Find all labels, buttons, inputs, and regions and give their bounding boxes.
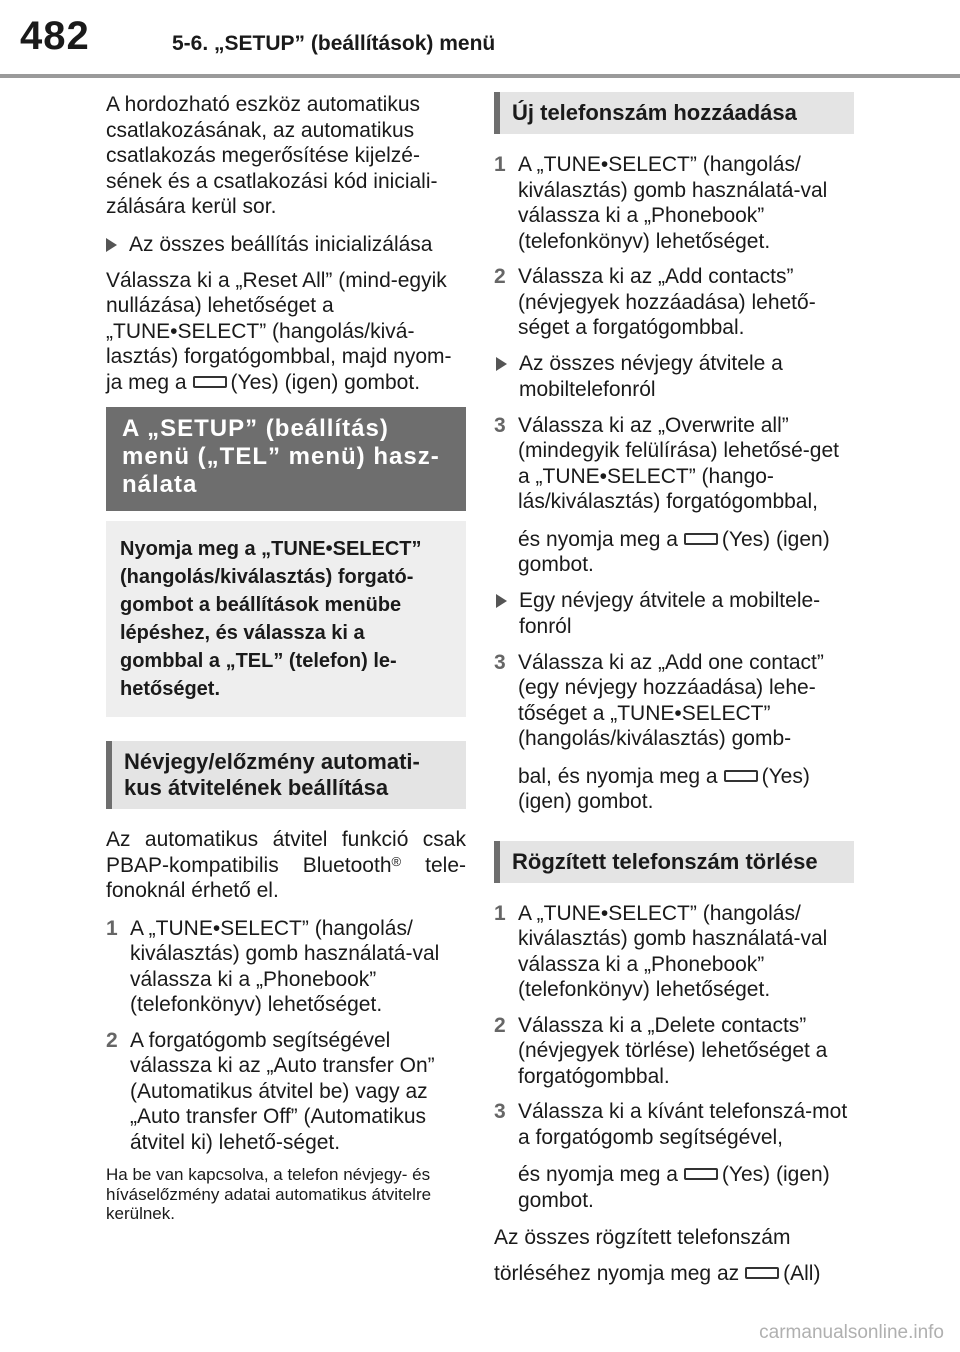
button-icon <box>724 770 758 782</box>
step-text: Válassza ki a kívánt telefonszá-mot a forgatógomb segítségével, <box>518 1100 848 1149</box>
note-text: Ha be van kapcsolva, a telefon névjegy- és híváselőzmény adatai automatikus átvitelre kerülnek. <box>106 1165 432 1223</box>
step-body <box>518 1099 854 1213</box>
header-divider <box>0 74 960 78</box>
step-2 <box>494 264 854 341</box>
auto-transfer-paragraph <box>106 827 466 904</box>
page-number: 482 <box>20 14 90 58</box>
step-1 <box>494 152 854 254</box>
subheading-auto-transfer: Névjegy/előzmény automati-kus átvitelének beállítása <box>106 741 466 809</box>
bullet-label: Az összes beállítás inicializálása <box>129 232 433 256</box>
step-2 <box>494 1013 854 1090</box>
button-icon <box>684 1168 718 1180</box>
step-extra <box>518 527 854 578</box>
step-text: Válassza ki az „Add one contact” (egy névjegy hozzáadása) lehe-tőséget a „TUNE•SELECT” (hangolás/kiválasztás) gomb- <box>518 650 824 750</box>
bullet-reset-all <box>106 232 466 258</box>
step-number: 1 <box>494 901 506 925</box>
step-number: 2 <box>494 1013 506 1037</box>
step-extra <box>518 1162 854 1213</box>
bullet-label: Egy névjegy átvitele a mobiltele-fonról <box>519 588 821 638</box>
right-column <box>494 92 854 1298</box>
step-body <box>518 650 854 815</box>
registered-mark: ® <box>391 853 402 869</box>
extra-text: és nyomja meg a <box>518 1163 678 1186</box>
final-text: törléséhez nyomja meg az <box>494 1261 740 1285</box>
subheading-add-number: Új telefonszám hozzáadása <box>494 92 854 134</box>
step-number: 2 <box>106 1028 118 1052</box>
step-number: 1 <box>106 916 118 940</box>
step-number: 1 <box>494 153 506 176</box>
step-extra <box>518 764 854 815</box>
step-number: 2 <box>494 265 506 288</box>
step-1 <box>106 916 466 1018</box>
reset-text: Válassza ki a „Reset All” (mind-egyik nullázása) lehetőséget a „TUNE•SELECT” (hangolás/kivá-lasztás) forgatógombbal, majd nyom-ja meg a <box>106 268 452 394</box>
extra-text-end: (Yes) (igen) gombot. <box>518 1163 830 1212</box>
step-text: Válassza ki a „Delete contacts” (névjegyek törlése) lehetőséget a forgatógombbal. <box>518 1013 828 1088</box>
step-text: Válassza ki az „Add contacts” (névjegyek hozzáadása) lehető-séget a forgatógombbal. <box>518 265 816 339</box>
triangle-bullet-icon <box>496 357 507 371</box>
step-3-overwrite <box>494 413 854 578</box>
step-1 <box>494 901 854 1003</box>
step-3 <box>494 1099 854 1213</box>
bullet-transfer-all <box>494 351 854 403</box>
step-text: A „TUNE•SELECT” (hangolás/ kiválasztás) gomb használatá-val válassza ki a „Phonebook” (telefonkönyv) lehetőséget. <box>518 901 828 1001</box>
button-icon <box>745 1267 779 1279</box>
final-text-end: (All) <box>783 1261 821 1285</box>
extra-text-end: (Yes) (igen) gombot. <box>518 764 810 813</box>
step-3-add-one <box>494 650 854 815</box>
extra-text: és nyomja meg a <box>518 527 678 551</box>
subheading-delete-number: Rögzített telefonszám törlése <box>494 841 854 883</box>
intro-paragraph: A hordozható eszköz automatikus csatlakozásának, az automatikus csatlakozás megerősítése kijelzé-sének és a csatlakozási kód iniciali-zálására kerül sor. <box>106 93 438 218</box>
step-2 <box>106 1028 466 1156</box>
step-text: A „TUNE•SELECT” (hangolás/ kiválasztás) gomb használatá-val válassza ki a „Phonebook” (telefonkönyv) lehetőséget. <box>518 153 828 253</box>
bullet-label: Az összes névjegy átvitele a mobiltelefonról <box>519 351 783 401</box>
extra-text-end: (Yes) (igen) gombot. <box>518 527 830 576</box>
final-line-2 <box>494 1261 854 1287</box>
watermark: carmanualsonline.info <box>759 1322 944 1343</box>
step-number: 3 <box>494 413 506 437</box>
step-body <box>518 413 854 578</box>
triangle-bullet-icon <box>106 238 117 252</box>
step-number: 3 <box>494 650 506 674</box>
step-number: 3 <box>494 1100 506 1123</box>
step-text: Válassza ki az „Overwrite all” (mindegyik felülírása) lehetősé-get a „TUNE•SELECT” (hango-lás/kiválasztás) forgatógombbal, <box>518 413 839 513</box>
section-title: 5-6. „SETUP” (beállítások) menü <box>172 32 496 55</box>
reset-paragraph <box>106 268 466 396</box>
left-column <box>106 92 466 1236</box>
bullet-transfer-one <box>494 588 854 640</box>
triangle-bullet-icon <box>496 594 507 608</box>
button-icon <box>684 533 718 545</box>
reset-text-end: (Yes) (igen) gombot. <box>230 370 421 394</box>
instruction-box: Nyomja meg a „TUNE•SELECT” (hangolás/kiválasztás) forgató-gombot a beállítások menübe lépéshez, és válassza ki a gombbal a „TEL” (telefon) le-hetőséget. <box>106 521 466 717</box>
final-line-1: Az összes rögzített telefonszám <box>494 1226 791 1249</box>
step-text: A „TUNE•SELECT” (hangolás/ kiválasztás) gomb használatá-val válassza ki a „Phonebook” (telefonkönyv) lehetőséget. <box>130 916 440 1016</box>
extra-text: bal, és nyomja meg a <box>518 764 718 788</box>
step-text: A forgatógomb segítségével válassza ki az „Auto transfer On” (Automatikus átvitel be) vagy az „Auto transfer Off” (Automatikus átvitel ki) lehető-séget. <box>130 1028 435 1154</box>
page-header <box>0 0 960 78</box>
auto-text-end: tele-fonoknál érhető el. <box>106 853 466 902</box>
button-icon <box>193 376 227 388</box>
auto-text: Az automatikus átvitel funkció csak PBAP-kompatibilis Bluetooth <box>106 828 466 877</box>
setup-heading-box: A „SETUP” (beállítás) menü („TEL” menü) hasz-nálata <box>106 407 466 511</box>
